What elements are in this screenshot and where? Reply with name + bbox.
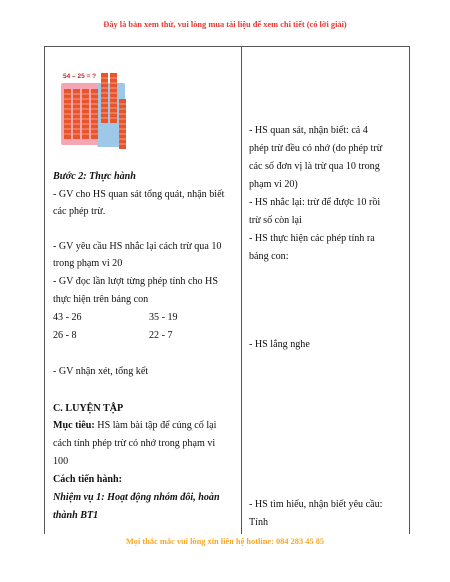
student-text-5: - HS nhắc lại: trừ để được 10 rồi [249,197,381,208]
teacher-column [53,47,237,534]
preview-banner: Đây là bản xem thử, vui lòng mua tài liệu để xem chi tiết (có lời giải) [103,20,347,29]
student-text-9: - HS lắng nghe [249,339,310,350]
contact-banner: Mọi thắc mắc vui lòng xin liên hệ hotline: 084 283 45 85 [125,537,325,546]
exercise-1a: 43 - 26 [53,312,82,323]
process-heading: Cách tiến hành: [53,474,122,485]
recall-text-1: - GV yêu cầu HS nhắc lại cách trừ qua 10 [53,241,222,252]
lesson-table [44,46,410,534]
student-text-11: Tính [249,517,269,528]
task-title-2: thành BT1 [53,510,99,521]
goal-label: Mục tiêu: [53,420,95,431]
svg-text:54 – 25 = ?: 54 – 25 = ? [63,73,97,80]
student-text-1: - HS quan sát, nhận biết: cả 4 [249,125,368,136]
goal-text: HS làm bài tập để củng cố lại [94,420,217,431]
goal-line-3: 100 [53,456,69,467]
student-text-2: phép trừ đều có nhớ (do phép trừ [249,143,383,154]
student-text-3: các số đơn vị là trừ qua 10 trong [249,161,380,172]
observe-text-2: các phép trừ. [53,206,106,217]
task-title-1: Nhiệm vụ 1: Hoạt động nhóm đôi, hoàn [53,492,220,503]
column-divider [241,47,242,534]
subtraction-illustration [61,69,129,149]
observe-text-1: - GV cho HS quan sát tổng quát, nhận biết [53,189,225,200]
review-text: - GV nhận xét, tổng kết [53,366,149,377]
read-text-1: - GV đọc lần lượt từng phép tính cho HS [53,276,218,287]
blocks-illustration-icon [61,69,129,149]
student-text-8: bảng con: [249,251,289,262]
student-text-6: trừ số còn lại [249,215,302,226]
section-c-heading: C. LUYỆN TẬP [53,403,124,414]
goal-line-1 [53,420,216,432]
student-text-4: phạm vi 20) [249,179,298,190]
exercise-2b: 22 - 7 [149,330,173,341]
student-text-7: - HS thực hiện các phép tính ra [249,233,375,244]
exercise-2a: 26 - 8 [53,330,77,341]
step2-title: Bước 2: Thực hành [53,171,136,182]
goal-line-2: cách tính phép trừ có nhớ trong phạm vi [53,438,216,449]
recall-text-2: trong phạm vi 20 [53,258,123,269]
exercise-1b: 35 - 19 [149,312,178,323]
student-text-10: - HS tìm hiểu, nhận biết yêu cầu: [249,499,383,510]
read-text-2: thực hiện trên bảng con [53,294,149,305]
student-column [249,47,405,534]
